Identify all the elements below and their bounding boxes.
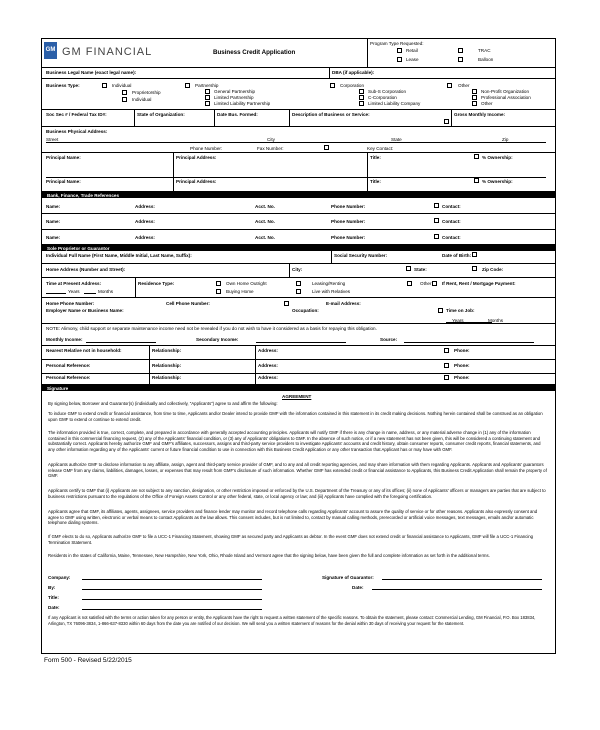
occupation-checkbox[interactable] [438,308,443,313]
gross-income-checkbox[interactable] [444,119,449,124]
rent-payment-checkbox[interactable] [432,281,437,286]
non-profit-label: Non-Profit Organization [481,89,530,94]
other2-checkbox[interactable] [472,101,477,106]
c-corp-label: C-Corporation [368,95,397,100]
gm-logo: GM [44,42,57,59]
bank-ref-1-checkbox[interactable] [434,203,439,208]
sub-s-label: Sub-S Corporation [368,89,407,94]
fax-label: Fax Number: [257,146,284,151]
own-home-checkbox[interactable] [216,281,221,286]
own-home-label: Own Home Outright [226,281,267,286]
occupation-label: Occupation: [292,308,319,313]
guarantor-dob-label: Date of Birth: [442,253,472,258]
home-phone-label: Home Phone Number: [46,301,95,306]
bank-ref-contact-3: Contact: [442,235,461,240]
guarantor-heading: Sole Proprietor or Guarantor [47,245,110,251]
principal-address-2: Principal Address: [176,179,217,184]
tax-id-label: Soc Sec # / Federal Tax ID#: [46,112,107,117]
physical-address-label: Business Physical Address: [46,129,108,134]
program-type-label: Program Type Requested: [370,41,424,46]
zip-label: Zip [502,137,509,142]
bottom-disclosure: If any Applicant is not satisfied with the terms or action taken for any person or entity, the Applicants have the right to request a written statement of the specific reasons. To obtain the statement, please contact: Commercial Lending, GM Financial, P.O. Box 183834, Arlington, TX 76096-3834, 1-866-637-8330 within 60 days from the date you are notified of our decision. We will send you a written statement of reasons for the denial within 30 days of receiving your request for the statement. [48,615,536,626]
llp-checkbox[interactable] [205,101,210,106]
dob-checkbox[interactable] [472,252,477,257]
alimony-note: NOTE: Alimony, child support or separate maintenance income need not be revealed if you do not wish to have it considered as a basis for repaying this obligation. [46,326,377,331]
bank-ref-address-2: Address: [135,219,155,224]
principal-address-1: Principal Address: [176,155,217,160]
key-contact-label: Key Contact: [367,146,394,151]
non-profit-checkbox[interactable] [472,89,477,94]
agreement-para-8: Residents in the states of California, Maine, Tennessee, New Hampshire, New York, Ohio, Rhode Island and Vermont agree that the signing below, have been given the full and complete information as set forth in the additional terms. [48,553,490,558]
individual2-checkbox[interactable] [122,97,127,102]
relative-address-label: Address: [258,348,278,353]
guarantor-city-label: City: [292,267,303,272]
bank-ref-acct-1: Acct. No. [255,204,275,209]
brand-name: GM FINANCIAL [62,46,153,58]
form-title: Business Credit Application [213,49,296,56]
relative-phone-label: Phone: [454,348,470,353]
time-on-job-label: Time on Job: [446,308,475,313]
live-relatives-checkbox[interactable] [296,289,301,294]
ref-address-label-2: Address: [258,375,278,380]
balloon-checkbox[interactable] [458,57,463,62]
street-label: Street [46,137,59,142]
live-relatives-label: Live with Relatives [312,289,351,294]
signature-header [42,385,555,391]
agreement-para-5: Applicants certify to GMF that (i) Applicants are not subject to any sanction, designation, or other restriction imposed or enforced by the U.S. Department of the Treasury or any of its offices; (ii) none of Applicants' officers or managers are parties that are subject to business restrictions pursuant to the regulations of the Office of Foreign Assets Control or any other federal, state, or local agency or law; and (iii) Applicants have complied with the foregoing certification. [48,488,546,499]
agreement-para-3: The information provided is true, correct, complete, and prepared in accordance with generally accepted accounting principles. Applicants will notify GMF if there is any change in name, address, or any material adverse change in (1) any of the information contained in this commercial financing request, (2) any of the Applicants' financial condition, or (3) any of Applicants' obligations to GMF. In the absence of such notice, or if a new statement has not been given, this will be considered a continuing statement and substantially correct. Applicants hereby authorize GMF and GMF's affiliates, successors, assigns and third-party service providers to investigate Applicants' accounts and credit history, obtain consumer reports, consumer credit reports, financial statements, and any other information regarding any of the Applicants' current or future financial condition to use in connection with this Business Credit Application or any other transaction that Applicant has or may have with GMF. [48,430,541,452]
ref-address-label-1: Address: [258,363,278,368]
proprietorship-label: Proprietorship [132,90,161,95]
bank-ref-phone-3: Phone Number: [331,235,366,240]
principal-2-checkbox[interactable] [474,178,479,183]
time-at-address-label: Time at Present Address: [46,281,102,286]
business-type-label: Business Type: [46,83,80,88]
leasing-label: Leasing/Renting [312,281,346,286]
principal-ownership-2: % Ownership: [482,179,513,184]
cell-phone-checkbox[interactable] [284,301,289,306]
guarantor-signature-label: Signature of Guarantor: [322,575,374,580]
limited-partnership-checkbox[interactable] [205,95,210,100]
gross-income-label: Gross Monthly Income: [454,112,506,117]
llp-label: Limited Liability Partnership [214,101,271,106]
ref-phone-label-2: Phone: [454,375,470,380]
individual-label: Individual [112,83,132,88]
buying-home-label: Buying Home [226,289,254,294]
personal-ref-label-2: Personal Reference: [46,375,91,380]
secondary-income-label: Secondary Income: [196,337,239,342]
job-years-label: Years [452,318,464,323]
title-label: Title: [48,595,59,600]
trac-checkbox[interactable] [458,48,463,53]
residence-other-label: Other [420,281,432,286]
sub-s-checkbox[interactable] [359,89,364,94]
agreement-para-7: If GMF elects to do so, Applicants authorize GMF to file a UCC-1 Financing Statement, showing GMF as secured party and Applicants as debtor. In the event GMF does not extend credit or financial assistance to Applicants, GMF will file a UCC-1 Financing Termination Statement. [48,534,534,545]
bank-ref-name-2: Name: [46,219,61,224]
principal-ownership-1: % Ownership: [482,155,513,160]
agreement-para-1: By signing below, Borrower and Guarantor(s) (individually and collectively, "Applicants") agree to and affirm the following: [48,401,278,406]
retail-label: Retail [406,48,418,53]
bank-refs-heading: Bank, Finance, Trade References [47,192,119,198]
bank-refs-header [42,192,555,198]
agreement-para-6: Applicants agree that GMF, its affiliates, agents, assignees, service providers and finance lender may monitor and record telephone calls regarding Applicants' account to assure the quality of service or for other reasons. Applicants also expressly consent and agree to GMF using written, electronic or verbal means to contact Applicants as the law allows. This consent includes, but is not limited to, contact by manual calling methods, prerecorded or artificial voice messages, text messages, emails and/or automatic telephone dialing systems. [48,509,538,526]
legal-name-label: Business Legal Name (exact legal name): [46,70,137,75]
state-label: State [391,137,402,142]
principal-1-checkbox[interactable] [474,154,479,159]
corporation-label: Corporation [340,83,365,88]
principal-name-1: Principal Name: [46,155,81,160]
guarantor-zip-label: Zip Code: [482,267,504,272]
ref-phone-2-checkbox[interactable] [444,375,449,380]
employer-label: Employer Name or Business Name: [46,308,124,313]
bank-ref-3-checkbox[interactable] [434,234,439,239]
job-months-label: Months [488,318,504,323]
bank-ref-phone-2: Phone Number: [331,219,366,224]
phone-label: Phone Number: [190,146,223,151]
bank-ref-name-3: Name: [46,235,61,240]
bank-ref-contact-2: Contact: [442,219,461,224]
general-partnership-checkbox[interactable] [205,89,210,94]
guarantor-ssn-label: Social Security Number: [334,253,388,258]
guarantor-state-label: State: [414,267,427,272]
zip-checkbox[interactable] [472,266,477,271]
c-corp-checkbox[interactable] [359,95,364,100]
fax-checkbox[interactable] [324,145,329,150]
agreement-heading: AGREEMENT [282,394,312,399]
guarantor-header [42,245,555,251]
lease-checkbox[interactable] [397,57,402,62]
principal-title-2: Title: [370,179,381,184]
business-desc-label: Description of Business or Service: [292,112,370,117]
bank-ref-name-1: Name: [46,204,61,209]
relationship-label-1: Relationship: [152,348,182,353]
personal-ref-label-1: Personal Reference: [46,363,91,368]
lease-label: Lease [406,57,419,62]
guarantor-name-label: Individual Full Name (First Name, Middle Initial, Last Name, Suffix): [46,253,192,258]
bank-ref-phone-1: Phone Number: [331,204,366,209]
retail-checkbox[interactable] [397,48,402,53]
residence-other-checkbox[interactable] [407,281,412,286]
balloon-label: Balloon [478,57,494,62]
individual2-label: Individual [132,97,152,102]
cell-phone-label: Cell Phone Number: [166,301,210,306]
partnership-checkbox[interactable] [185,83,190,88]
buying-home-checkbox[interactable] [216,289,221,294]
residence-type-label: Residence Type: [138,281,175,286]
ref-phone-1-checkbox[interactable] [444,363,449,368]
signature-heading: Signature [47,385,69,391]
leasing-checkbox[interactable] [296,281,301,286]
nearest-relative-label: Nearest Relative not in household: [46,348,122,353]
individual-checkbox[interactable] [102,83,107,88]
bank-ref-2-checkbox[interactable] [434,218,439,223]
professional-assoc-label: Professional Association [481,95,531,100]
monthly-income-label: Monthly Income: [46,337,83,342]
relative-phone-checkbox[interactable] [444,348,449,353]
months-label: Months [98,289,114,294]
limited-partnership-label: Limited Partnership [214,95,254,100]
trac-label: TRAC [478,48,491,53]
other-label: Other [458,83,470,88]
bank-ref-address-3: Address: [135,235,155,240]
email-label: E-mail Address: [326,301,361,306]
city-label: City [267,137,275,142]
ref-phone-label-1: Phone: [454,363,470,368]
rent-payment-label: If Rent, Rent / Mortgage Payment: [442,281,516,286]
relationship-label-3: Relationship: [152,375,182,380]
bank-ref-address-1: Address: [135,204,155,209]
other2-label: Other [481,101,493,106]
relationship-label-2: Relationship: [152,363,182,368]
other-checkbox[interactable] [447,83,452,88]
general-partnership-label: General Partnership [214,89,256,94]
bank-ref-acct-3: Acct. No. [255,235,275,240]
partnership-label: Partnership [195,83,219,88]
date-label-2: Date: [352,585,364,590]
professional-assoc-checkbox[interactable] [472,95,477,100]
years-label: Years [68,289,80,294]
principal-title-1: Title: [370,155,381,160]
company-label: Company: [48,575,71,580]
home-address-label: Home Address (Number and Street): [46,267,126,272]
llc-label: Limited Liability Company [368,101,421,106]
agreement-para-2: To induce GMF to extend credit or financial assistance, from time to time, Applicants and/or Dealer intend to provide GMF with the information contained in this statement in its credit making decisions. Nothing herein contained shall be construed as an obligation upon GMF to extend or continue to extend credit. [48,411,543,422]
credit-application-form [41,38,556,654]
date-formed-label: Date Bus. Formed: [217,112,258,117]
principal-name-2: Principal Name: [46,179,81,184]
bank-ref-contact-1: Contact: [442,204,461,209]
corporation-checkbox[interactable] [330,83,335,88]
state-org-label: State of Organization: [137,112,185,117]
source-label: Source: [380,337,398,342]
date-label-1: Date: [48,605,60,610]
by-label: By: [48,585,56,590]
proprietorship-checkbox[interactable] [122,90,127,95]
form-revision: Form 500 - Revised 5/22/2015 [44,657,132,664]
state-checkbox[interactable] [406,266,411,271]
dba-label: DBA (if applicable): [332,70,375,75]
agreement-para-4: Applicants authorize GMF to disclose information to any affiliate, assign, agent and third-party service provider of GMF, and to any and all credit reporting agencies, and may share information with them regarding Applicants. Applicants and Applicants' guarantors release GMF from any claims, liabilities, damages, losses, or expenses that may result from GMF's disclosure of such information. Whether GMF has extended credit or financial assistance to Applicants, this Business Credit Application shall remain the property of GMF. [48,462,547,479]
llc-checkbox[interactable] [359,101,364,106]
bank-ref-acct-2: Acct. No. [255,219,275,224]
